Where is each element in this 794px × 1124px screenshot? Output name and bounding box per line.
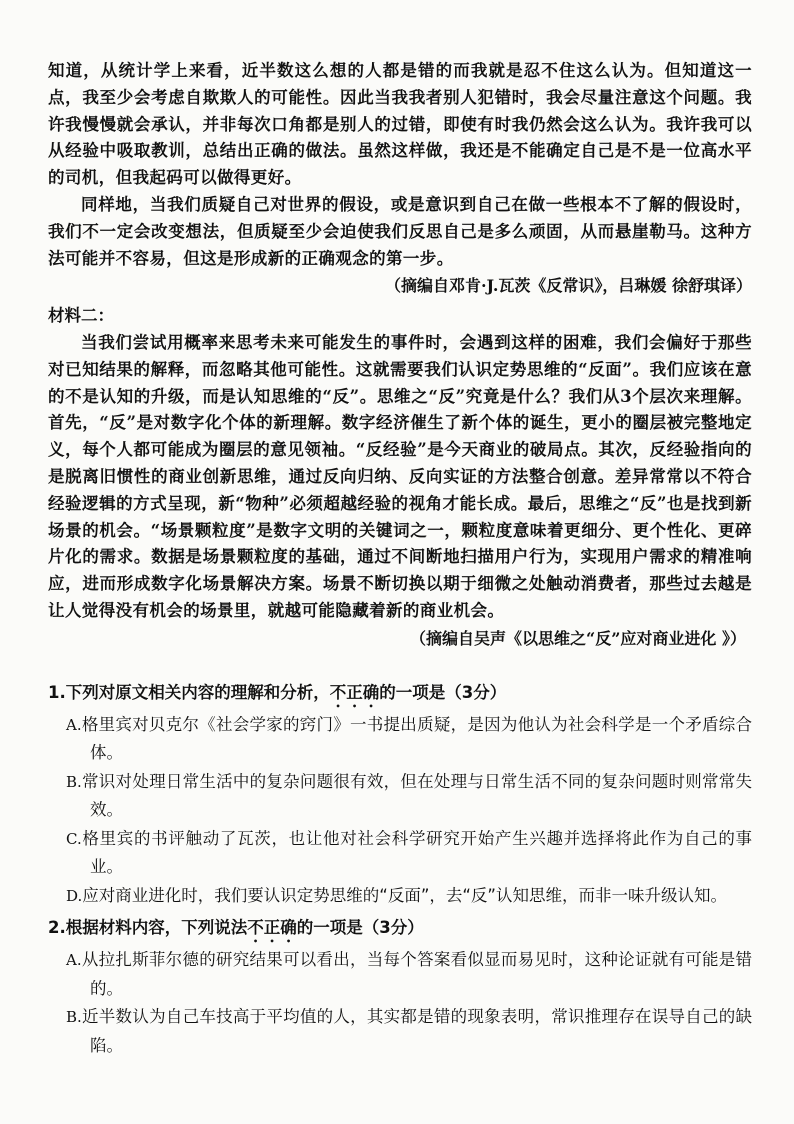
option-text: 格里宾对贝克尔《社会学家的窍门》一书提出质疑，是因为他认为社会科学是一个矛盾综合体。 [81, 714, 752, 763]
option-text: 近半数认为自己车技高于平均值的人，其实都是错的现象表明，常识推理存在误导自己的缺陷。 [81, 1007, 752, 1055]
material-two-paragraph: 当我们尝试用概率来思考未来可能发生的事件时，会遇到这样的困难，我们会偏好于那些对已知结果的解释，而忽略其他可能性。这就需要我们认识定势思维的“反面”。我们应该在意的不是认知的升级，而是认知思维的“反”。思维之“反”究竟是什么？我们从3个层次来理解。首先，“反”是对数字化个体的新理解。数字经济催生了新个体的诞生，更小的圈层被完整地定义，每个人都可能成为圈层的意见领袖。“反经验”是今天商业的破局点。其次，反经验指向的是脱离旧惯性的商业创新思维，通过反向归纳、反向实证的方法整合创意。差异常常以不符合经验逻辑的方式呈现，新“物种”必须超越经验的视角才能长成。最后，思维之“反”也是找到新场景的机会。“场景颗粒度”是数字文明的关键词之一，颗粒度意味着更细分、更个性化、更碎片化的需求。数据是场景颗粒度的基础，通过不间断地扫描用户行为，实现用户需求的精准响应，进而形成数字化场景解决方案。场景不断切换以期于细微之处触动消费者，那些过去越是让人觉得没有机会的场景里，就越可能隐藏着新的商业机会。 [48, 332, 752, 620]
question-1-option-a[interactable] [50, 711, 752, 768]
material-one-citation: （摘编自邓肯·J.瓦茨《反常识》，吕琳媛 徐舒琪译） [384, 276, 752, 296]
option-label: C. [66, 829, 82, 848]
question-2-suffix: 的一项是（3分） [296, 918, 424, 938]
question-2-stem [48, 914, 752, 946]
option-label: B. [66, 772, 82, 791]
question-2-prefix: 2.根据材料内容，下列说法 [48, 918, 248, 938]
question-1-option-c[interactable] [50, 825, 752, 882]
option-label: A. [66, 715, 82, 734]
question-1-option-d[interactable] [50, 882, 752, 911]
question-2-option-a[interactable] [50, 946, 752, 1003]
question-1-emphasis: 不正确 [329, 682, 380, 702]
question-2-emphasis: 不正确 [247, 918, 297, 938]
option-label: B. [66, 1008, 82, 1027]
option-text: 格里宾的书评触动了瓦茨，也让他对社会科学研究开始产生兴趣并选择将此作为自己的事业。 [81, 828, 752, 877]
question-1-stem [48, 679, 752, 711]
option-label: A. [66, 951, 82, 970]
material-one-paragraph-1: 知道，从统计学上来看，近半数这么想的人都是错的而我就是忍不住这么认为。但知道这一点，我至少会考虑自欺欺人的可能性。因此当我我者别人犯错时，我会尽量注意这个问题。我许我慢慢就会承认，并非每次口角都是别人的过错，即使有时我仍然会这么认为。我许我可以从经验中吸取教训，总结出正确的做法。虽然这样做，我还是不能确定自己是不是一位高水平的司机，但我起码可以做得更好。 [48, 61, 752, 188]
option-text: 应对商业进化时，我们要认识定势思维的“反面”，去“反”认知思维，而非一味升级认知。 [82, 885, 727, 905]
question-1-option-b[interactable] [50, 768, 752, 825]
material-one-paragraph-2: 同样地，当我们质疑自己对世界的假设，或是意识到自己在做一些根本不了解的假设时，我们不一定会改变想法，但质疑至少会迫使我们反思自己是多么顽固，从而悬崖勒马。这种方法可能并不容易，但这是形成新的正确观念的第一步。 [48, 194, 752, 268]
spacer [48, 653, 752, 675]
question-1-prefix: 1.下列对原文相关内容的理解和分析， [48, 682, 330, 702]
option-text: 从拉扎斯菲尔德的研究结果可以看出，当每个答案看似显而易见时，这种论证就有可能是错的。 [81, 950, 752, 998]
material-two-citation: （摘编自吴声《以思维之“反”应对商业进化 》） [410, 628, 746, 648]
question-2-option-b[interactable] [50, 1003, 752, 1060]
question-2 [48, 914, 752, 1060]
option-label: D. [66, 886, 83, 905]
question-1 [48, 679, 752, 911]
material-one-excerpt [48, 58, 752, 300]
question-1-suffix: 的一项是（3分） [379, 682, 507, 702]
option-text: 常识对处理日常生活中的复杂问题很有效，但在处理与日常生活不同的复杂问题时则常常失效。 [81, 771, 752, 820]
material-two [48, 303, 752, 652]
material-two-heading: 材料二： [48, 306, 114, 326]
